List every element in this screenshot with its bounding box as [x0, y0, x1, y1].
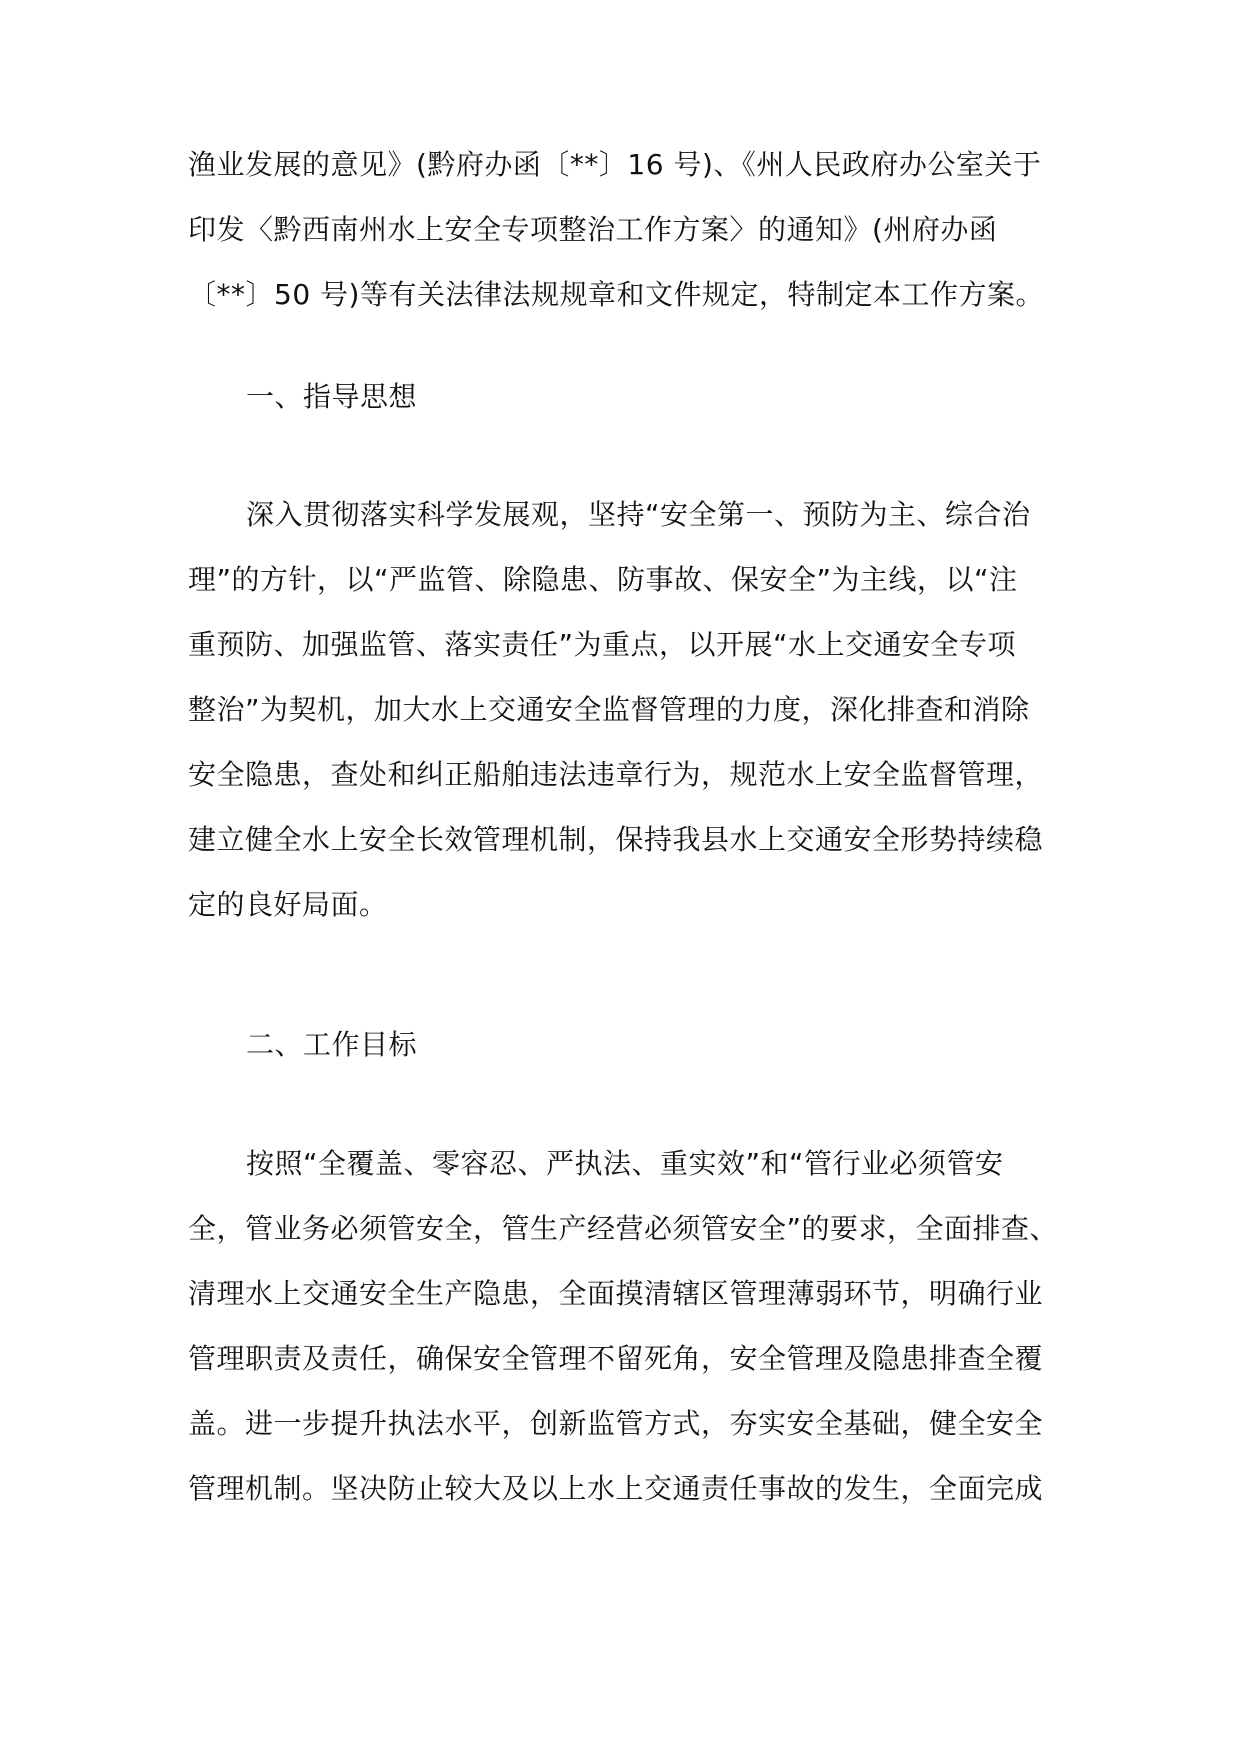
section2-heading: 二、工作目标 [246, 1028, 418, 1061]
section2-line-4: 管理职责及责任，确保安全管理不留死角，安全管理及隐患排查全覆 [188, 1342, 1044, 1375]
section1-line-3: 重预防、加强监管、落实责任”为重点，以开展“水上交通安全专项 [188, 628, 1017, 661]
section1-heading: 一、指导思想 [246, 380, 418, 413]
section1-line-1: 深入贯彻落实科学发展观，坚持“安全第一、预防为主、综合治 [246, 498, 1031, 531]
section1-line-2: 理”的方针，以“严监管、除隐患、防事故、保安全”为主线，以“注 [188, 563, 1018, 596]
section2-heading-block [188, 1012, 1068, 1077]
section2-line-5: 盖。进一步提升执法水平，创新监管方式，夯实安全基础，健全安全 [188, 1407, 1044, 1440]
section2-line-2: 全，管业务必须管安全，管生产经营必须管安全”的要求，全面排查、 [188, 1212, 1059, 1245]
intro-paragraph [188, 132, 1068, 327]
section1-line-4: 整治”为契机，加大水上交通安全监督管理的力度，深化排查和消除 [188, 693, 1030, 726]
section1-paragraph [188, 482, 1068, 937]
intro-line-3: 〔**〕50 号)等有关法律法规规章和文件规定，特制定本工作方案。 [188, 278, 1044, 311]
section2-line-3: 清理水上交通安全生产隐患，全面摸清辖区管理薄弱环节，明确行业 [188, 1277, 1044, 1310]
section1-line-7: 定的良好局面。 [188, 888, 388, 921]
section2-paragraph [188, 1131, 1068, 1521]
intro-line-1: 渔业发展的意见》(黔府办函〔**〕16 号)、《州人民政府办公室关于 [188, 148, 1042, 181]
section2-line-6: 管理机制。坚决防止较大及以上水上交通责任事故的发生，全面完成 [188, 1472, 1044, 1505]
intro-line-2: 印发〈黔西南州水上安全专项整治工作方案〉的通知》(州府办函 [188, 213, 998, 246]
section2-line-1: 按照“全覆盖、零容忍、严执法、重实效”和“管行业必须管安 [246, 1147, 1004, 1180]
section1-heading-block [188, 364, 1068, 429]
section1-line-5: 安全隐患，查处和纠正船舶违法违章行为，规范水上安全监督管理， [188, 758, 1044, 791]
section1-line-6: 建立健全水上安全长效管理机制，保持我县水上交通安全形势持续稳 [188, 823, 1044, 856]
